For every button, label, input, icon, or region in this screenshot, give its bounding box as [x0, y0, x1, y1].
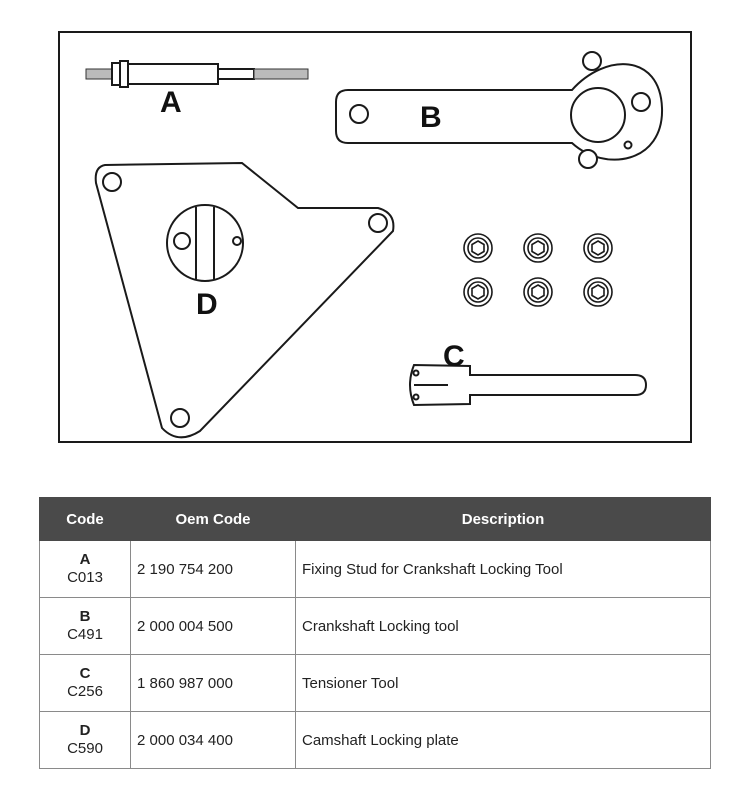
code-number: C013 — [67, 569, 103, 586]
socket-bolt-set — [464, 234, 612, 306]
code-cell — [40, 598, 131, 655]
code-number: C256 — [67, 683, 103, 700]
code-letter: A — [79, 551, 91, 568]
header-description: Description — [296, 498, 711, 541]
code-letter: C — [79, 665, 91, 682]
oem-code-cell: 2 000 004 500 — [131, 598, 296, 655]
table-row — [40, 655, 711, 712]
description-cell: Fixing Stud for Crankshaft Locking Tool — [296, 541, 711, 598]
code-number: C590 — [67, 740, 103, 757]
code-cell — [40, 541, 131, 598]
table-row — [40, 598, 711, 655]
header-code: Code — [40, 498, 131, 541]
label-tool-a: A — [160, 86, 182, 119]
code-cell — [40, 655, 131, 712]
code-letter: B — [79, 608, 91, 625]
fixing-stud-tool-a — [86, 61, 308, 87]
camshaft-locking-plate-d — [96, 163, 394, 437]
oem-code-cell: 2 190 754 200 — [131, 541, 296, 598]
table-row — [40, 712, 711, 769]
parts-table — [39, 497, 711, 769]
code-letter: D — [79, 722, 91, 739]
oem-code-cell: 1 860 987 000 — [131, 655, 296, 712]
table-header-row — [40, 498, 711, 541]
description-cell: Tensioner Tool — [296, 655, 711, 712]
table-row — [40, 541, 711, 598]
description-cell: Camshaft Locking plate — [296, 712, 711, 769]
tool-illustration — [60, 33, 694, 445]
code-cell — [40, 712, 131, 769]
label-tool-c: C — [443, 340, 465, 373]
oem-code-cell: 2 000 034 400 — [131, 712, 296, 769]
code-number: C491 — [67, 626, 103, 643]
label-tool-b: B — [420, 101, 442, 134]
description-cell: Crankshaft Locking tool — [296, 598, 711, 655]
header-oem-code: Oem Code — [131, 498, 296, 541]
tool-diagram — [58, 31, 692, 443]
label-tool-d: D — [196, 288, 218, 321]
